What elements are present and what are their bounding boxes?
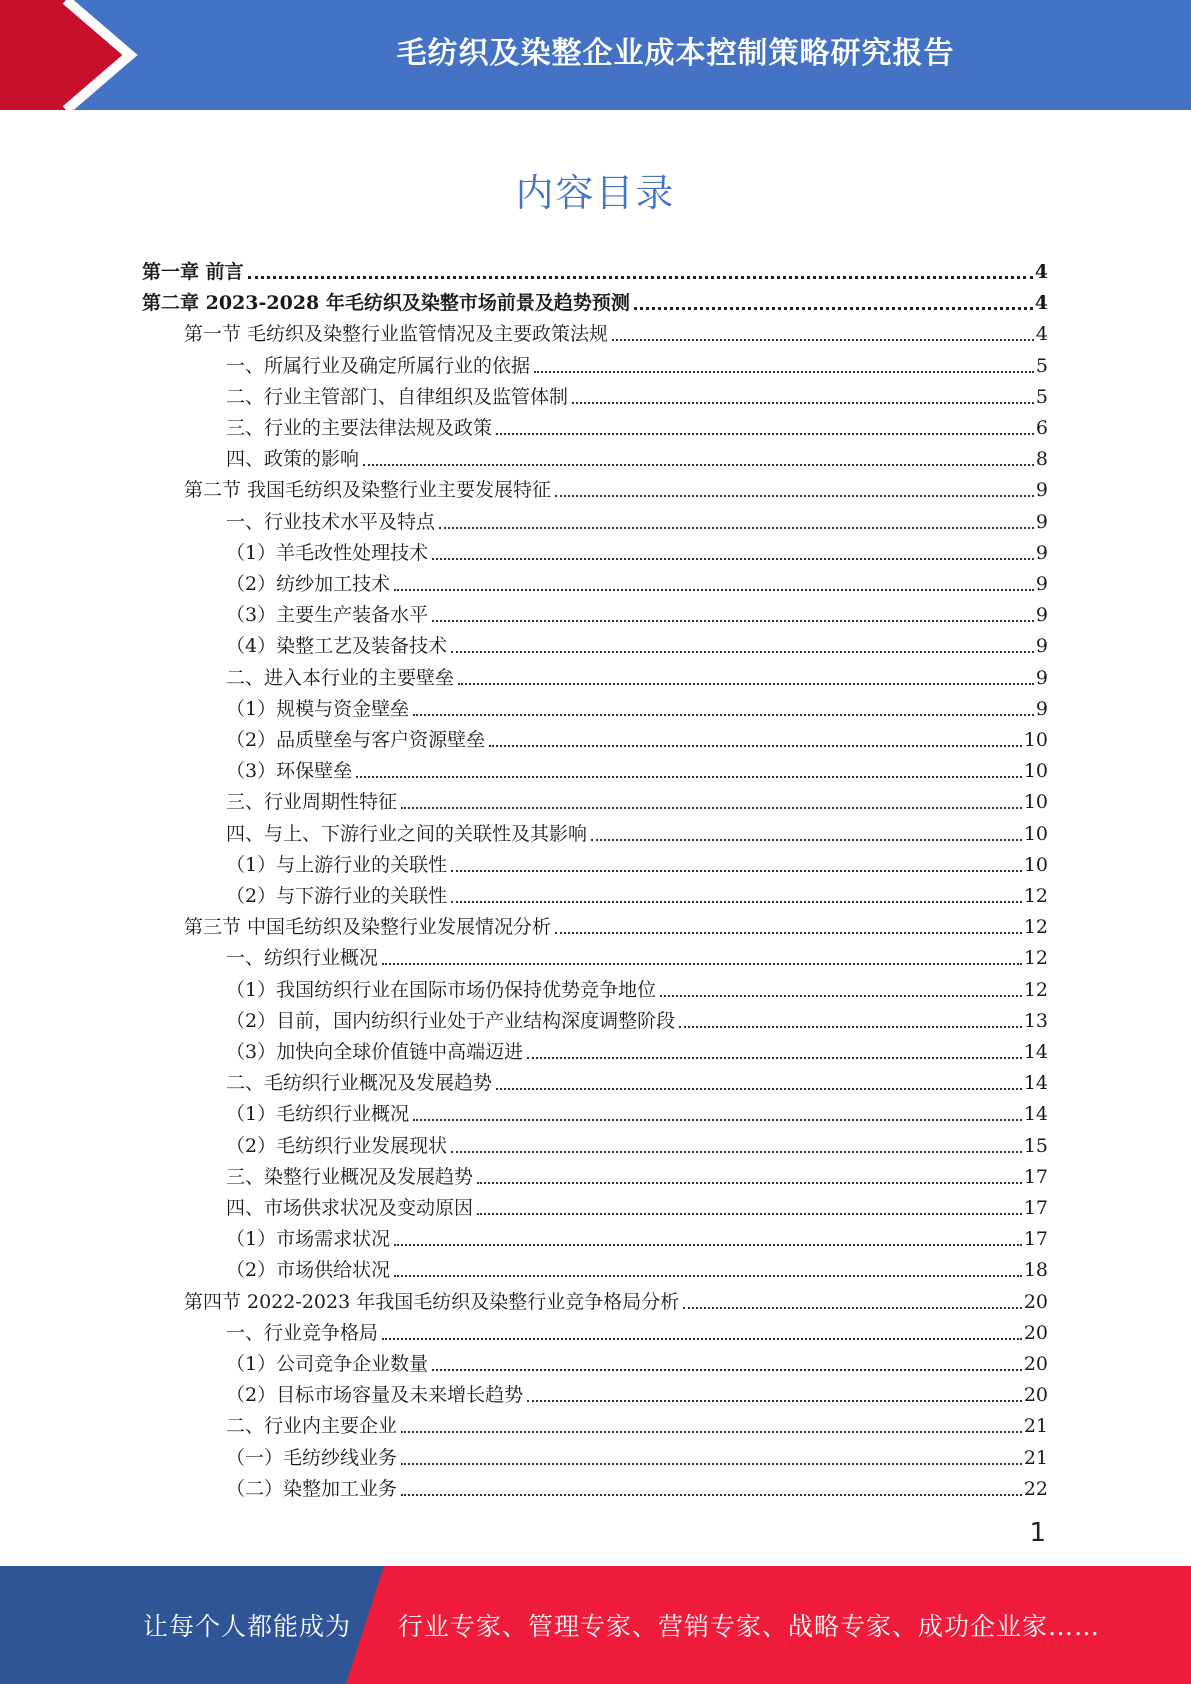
toc-entry-page: 9 <box>1035 479 1048 502</box>
toc-entry-label: 二、行业内主要企业 <box>226 1415 398 1438</box>
toc-entry-label: 一、纺织行业概况 <box>226 947 379 970</box>
toc-entry[interactable] <box>184 471 1048 502</box>
dot-leader <box>527 1400 1022 1402</box>
toc-entry[interactable] <box>226 877 1048 908</box>
toc-entry-page: 10 <box>1023 791 1048 814</box>
toc-entry-label: （1）公司竞争企业数量 <box>226 1353 429 1375</box>
toc-entry-page: 17 <box>1023 1228 1048 1251</box>
toc-entry-page: 9 <box>1035 541 1048 564</box>
toc-entry-label: （3）主要生产装备水平 <box>226 604 429 627</box>
toc-entry[interactable] <box>226 596 1048 627</box>
toc-entry-page: 9 <box>1035 697 1048 720</box>
toc-entry-page: 9 <box>1035 635 1048 658</box>
report-title: 毛纺织及染整企业成本控制策略研究报告 <box>396 36 955 71</box>
toc-entry-page: 15 <box>1023 1134 1048 1157</box>
toc-entry[interactable] <box>226 347 1048 378</box>
dot-leader <box>413 714 1034 716</box>
dot-leader <box>451 1151 1022 1153</box>
toc-entry[interactable] <box>226 815 1048 846</box>
toc-entry-label: 第一节 毛纺织及染整行业监管情况及主要政策法规 <box>184 323 609 346</box>
dot-leader <box>401 1463 1022 1465</box>
toc-entry-page: 20 <box>1023 1353 1048 1375</box>
toc-entry-label: （2）纺纱加工技术 <box>226 573 391 595</box>
toc-entry[interactable] <box>226 1470 1048 1501</box>
toc-entry[interactable] <box>226 1064 1048 1095</box>
toc-entry-page: 20 <box>1023 1321 1048 1344</box>
toc-entry-label: （二）染整加工业务 <box>226 1477 398 1500</box>
dot-leader <box>451 870 1022 872</box>
toc-entry-label: （1）规模与资金壁垒 <box>226 697 410 720</box>
toc-entry[interactable] <box>226 939 1048 970</box>
dot-leader <box>432 1369 1022 1371</box>
toc-entry-label: 二、毛纺织行业概况及发展趋势 <box>226 1072 493 1095</box>
toc-entry-label: （1）与上游行业的关联性 <box>226 853 448 876</box>
toc-entry[interactable] <box>226 1251 1048 1282</box>
toc-entry-label: （1）我国纺织行业在国际市场仍保持优势竞争地位 <box>226 978 657 1001</box>
dot-leader <box>413 1119 1022 1121</box>
toc-entry[interactable] <box>226 565 1048 596</box>
toc-entry-label: （2）市场供给状况 <box>226 1259 391 1282</box>
toc-entry-label: 二、进入本行业的主要壁垒 <box>226 666 455 689</box>
toc-entry[interactable] <box>226 1033 1048 1064</box>
toc-entry-page: 17 <box>1023 1197 1048 1219</box>
toc-entry-page: 6 <box>1035 417 1048 439</box>
dot-leader <box>382 1338 1022 1340</box>
dot-leader <box>489 745 1022 747</box>
toc-entry-label: 第二章 2023-2028 年毛纺织及染整市场前景及趋势预测 <box>142 292 630 315</box>
toc-entry-label: （2）目前，国内纺织行业处于产业结构深度调整阶段 <box>226 1009 676 1032</box>
toc-entry-label: 一、行业竞争格局 <box>226 1321 379 1344</box>
toc-entry-page: 17 <box>1023 1165 1048 1188</box>
toc-entry-label: （3）环保壁垒 <box>226 760 353 783</box>
dot-leader <box>401 1431 1022 1433</box>
toc-entry-page: 14 <box>1023 1041 1048 1063</box>
toc-entry[interactable] <box>226 783 1048 814</box>
toc-entry[interactable] <box>226 1095 1048 1126</box>
toc-entry[interactable] <box>226 503 1048 534</box>
toc-entry-page: 9 <box>1035 510 1048 533</box>
toc-entry-page: 12 <box>1023 885 1048 907</box>
dot-leader <box>555 932 1022 934</box>
toc-entry[interactable] <box>226 534 1048 565</box>
toc-entry-page: 10 <box>1023 760 1048 783</box>
toc-entry[interactable] <box>226 1002 1048 1033</box>
toc-entry-label: 四、政策的影响 <box>226 448 360 471</box>
toc-heading: 内容目录 <box>515 171 676 215</box>
toc-entry[interactable] <box>226 1189 1048 1220</box>
toc-entry-label: （2）毛纺织行业发展现状 <box>226 1134 448 1157</box>
toc-entry-page: 14 <box>1023 1072 1048 1095</box>
dot-leader <box>572 402 1034 404</box>
toc-entry-page: 13 <box>1023 1009 1048 1032</box>
toc-entry-label: （2）品质壁垒与客户资源壁垒 <box>226 729 486 751</box>
toc-entry-label: （2）与下游行业的关联性 <box>226 885 448 907</box>
toc-entry[interactable] <box>226 659 1048 690</box>
report-header <box>0 0 1191 110</box>
dot-leader <box>248 276 1033 279</box>
toc-entry-label: （1）市场需求状况 <box>226 1228 391 1251</box>
dot-leader <box>660 995 1022 997</box>
dot-leader <box>382 963 1022 965</box>
dot-leader <box>458 683 1034 685</box>
toc-entry-label: 三、染整行业概况及发展趋势 <box>226 1165 474 1188</box>
toc-entry-page: 21 <box>1023 1446 1048 1469</box>
dot-leader <box>496 1088 1022 1090</box>
toc-entry[interactable] <box>226 627 1048 658</box>
toc-entry-label: （3）加快向全球价值链中高端迈进 <box>226 1041 524 1063</box>
toc-entry[interactable] <box>226 846 1048 877</box>
dot-leader <box>527 1057 1022 1059</box>
toc-entry-label: 四、与上、下游行业之间的关联性及其影响 <box>226 822 588 845</box>
dot-leader <box>591 839 1022 841</box>
toc-entry[interactable] <box>226 971 1048 1002</box>
dot-leader <box>401 1494 1022 1496</box>
dot-leader <box>477 1182 1022 1184</box>
dot-leader <box>394 1275 1022 1277</box>
toc-entry[interactable] <box>226 1439 1048 1470</box>
toc-entry[interactable] <box>226 721 1048 752</box>
toc-entry-page: 10 <box>1023 729 1048 751</box>
toc-entry-page: 4 <box>1035 323 1048 346</box>
toc-entry-page: 9 <box>1035 573 1048 595</box>
toc-entry-page: 20 <box>1023 1384 1048 1407</box>
dot-leader <box>432 558 1034 560</box>
toc-entry[interactable] <box>226 378 1048 409</box>
toc-entry-page: 5 <box>1035 354 1048 377</box>
toc-entry-page: 4 <box>1034 292 1048 315</box>
dot-leader <box>432 620 1034 622</box>
chevron-arrow-logo <box>0 0 160 110</box>
toc-entry[interactable] <box>226 1345 1048 1376</box>
toc-entry-page: 12 <box>1023 978 1048 1001</box>
toc-entry[interactable] <box>184 315 1048 346</box>
toc-entry-label: 第四节 2022-2023 年我国毛纺织及染整行业竞争格局分析 <box>184 1290 680 1313</box>
page-number: 1 <box>1029 1518 1046 1548</box>
toc-entry[interactable] <box>226 1314 1048 1345</box>
toc-entry[interactable] <box>226 1220 1048 1251</box>
toc-entry[interactable] <box>226 409 1048 440</box>
toc-entry-page: 21 <box>1023 1415 1048 1438</box>
dot-leader <box>534 371 1034 373</box>
footer-slogan-left: 让每个人都能成为 <box>143 1612 352 1641</box>
dot-leader <box>634 307 1033 310</box>
toc-entry-label: （1）毛纺织行业概况 <box>226 1103 410 1126</box>
toc-entry[interactable] <box>226 1376 1048 1407</box>
toc-entry[interactable] <box>184 908 1048 939</box>
dot-leader <box>356 776 1022 778</box>
toc-entry-page: 9 <box>1035 666 1048 689</box>
toc-entry-label: 第三节 中国毛纺织及染整行业发展情况分析 <box>184 916 552 939</box>
toc-entry[interactable] <box>226 1158 1048 1189</box>
toc-entry-label: 一、行业技术水平及特点 <box>226 510 436 533</box>
dot-leader <box>612 339 1034 341</box>
footer-slogan-right: 行业专家、管理专家、营销专家、战略专家、成功企业家…… <box>398 1612 1101 1641</box>
dot-leader <box>394 1244 1022 1246</box>
toc-entry-label: 第二节 我国毛纺织及染整行业主要发展特征 <box>184 479 552 502</box>
toc-entry[interactable] <box>226 1127 1048 1158</box>
toc-entry-page: 12 <box>1023 947 1048 970</box>
toc-entry[interactable] <box>142 253 1048 284</box>
dot-leader <box>683 1307 1022 1309</box>
toc-entry-label: 三、行业的主要法律法规及政策 <box>226 417 493 439</box>
dot-leader <box>439 527 1034 529</box>
toc-entry-page: 8 <box>1035 448 1048 471</box>
toc-entry-label: 三、行业周期性特征 <box>226 791 398 814</box>
toc-entry-page: 9 <box>1035 604 1048 627</box>
toc-entry-label: 二、行业主管部门、自律组织及监管体制 <box>226 385 569 408</box>
toc-entry-page: 5 <box>1035 385 1048 408</box>
toc-entry-label: （一）毛纺纱线业务 <box>226 1446 398 1469</box>
toc-entry-page: 22 <box>1023 1477 1048 1500</box>
toc-entry-label: （1）羊毛改性处理技术 <box>226 541 429 564</box>
dot-leader <box>363 464 1034 466</box>
toc-entry-page: 10 <box>1023 853 1048 876</box>
toc-entry[interactable] <box>226 440 1048 471</box>
toc-entry-page: 18 <box>1023 1259 1048 1282</box>
toc-entry-page: 12 <box>1023 916 1048 939</box>
dot-leader <box>555 495 1034 497</box>
toc-entry-label: 四、市场供求状况及变动原因 <box>226 1197 474 1219</box>
dot-leader <box>451 651 1034 653</box>
dot-leader <box>477 1213 1022 1215</box>
toc-entry-label: （2）目标市场容量及未来增长趋势 <box>226 1384 524 1407</box>
toc-entry[interactable] <box>226 690 1048 721</box>
toc-entry-page: 20 <box>1023 1290 1048 1313</box>
toc-entry-page: 4 <box>1034 261 1048 283</box>
toc-entry[interactable] <box>184 1283 1048 1314</box>
toc-entry-label: 第一章 前言 <box>142 261 244 283</box>
dot-leader <box>394 589 1034 591</box>
toc-entry-page: 14 <box>1023 1103 1048 1126</box>
dot-leader <box>451 901 1022 903</box>
dot-leader <box>401 807 1022 809</box>
toc-entry-page: 10 <box>1023 822 1048 845</box>
toc-entry[interactable] <box>226 752 1048 783</box>
toc-entry[interactable] <box>226 1407 1048 1438</box>
toc-entry-label: 一、所属行业及确定所属行业的依据 <box>226 354 531 377</box>
toc-entry[interactable] <box>142 284 1048 315</box>
footer-banner <box>0 1566 1191 1684</box>
dot-leader <box>679 1026 1022 1028</box>
dot-leader <box>496 433 1034 435</box>
toc-entry-label: （4）染整工艺及装备技术 <box>226 635 448 658</box>
